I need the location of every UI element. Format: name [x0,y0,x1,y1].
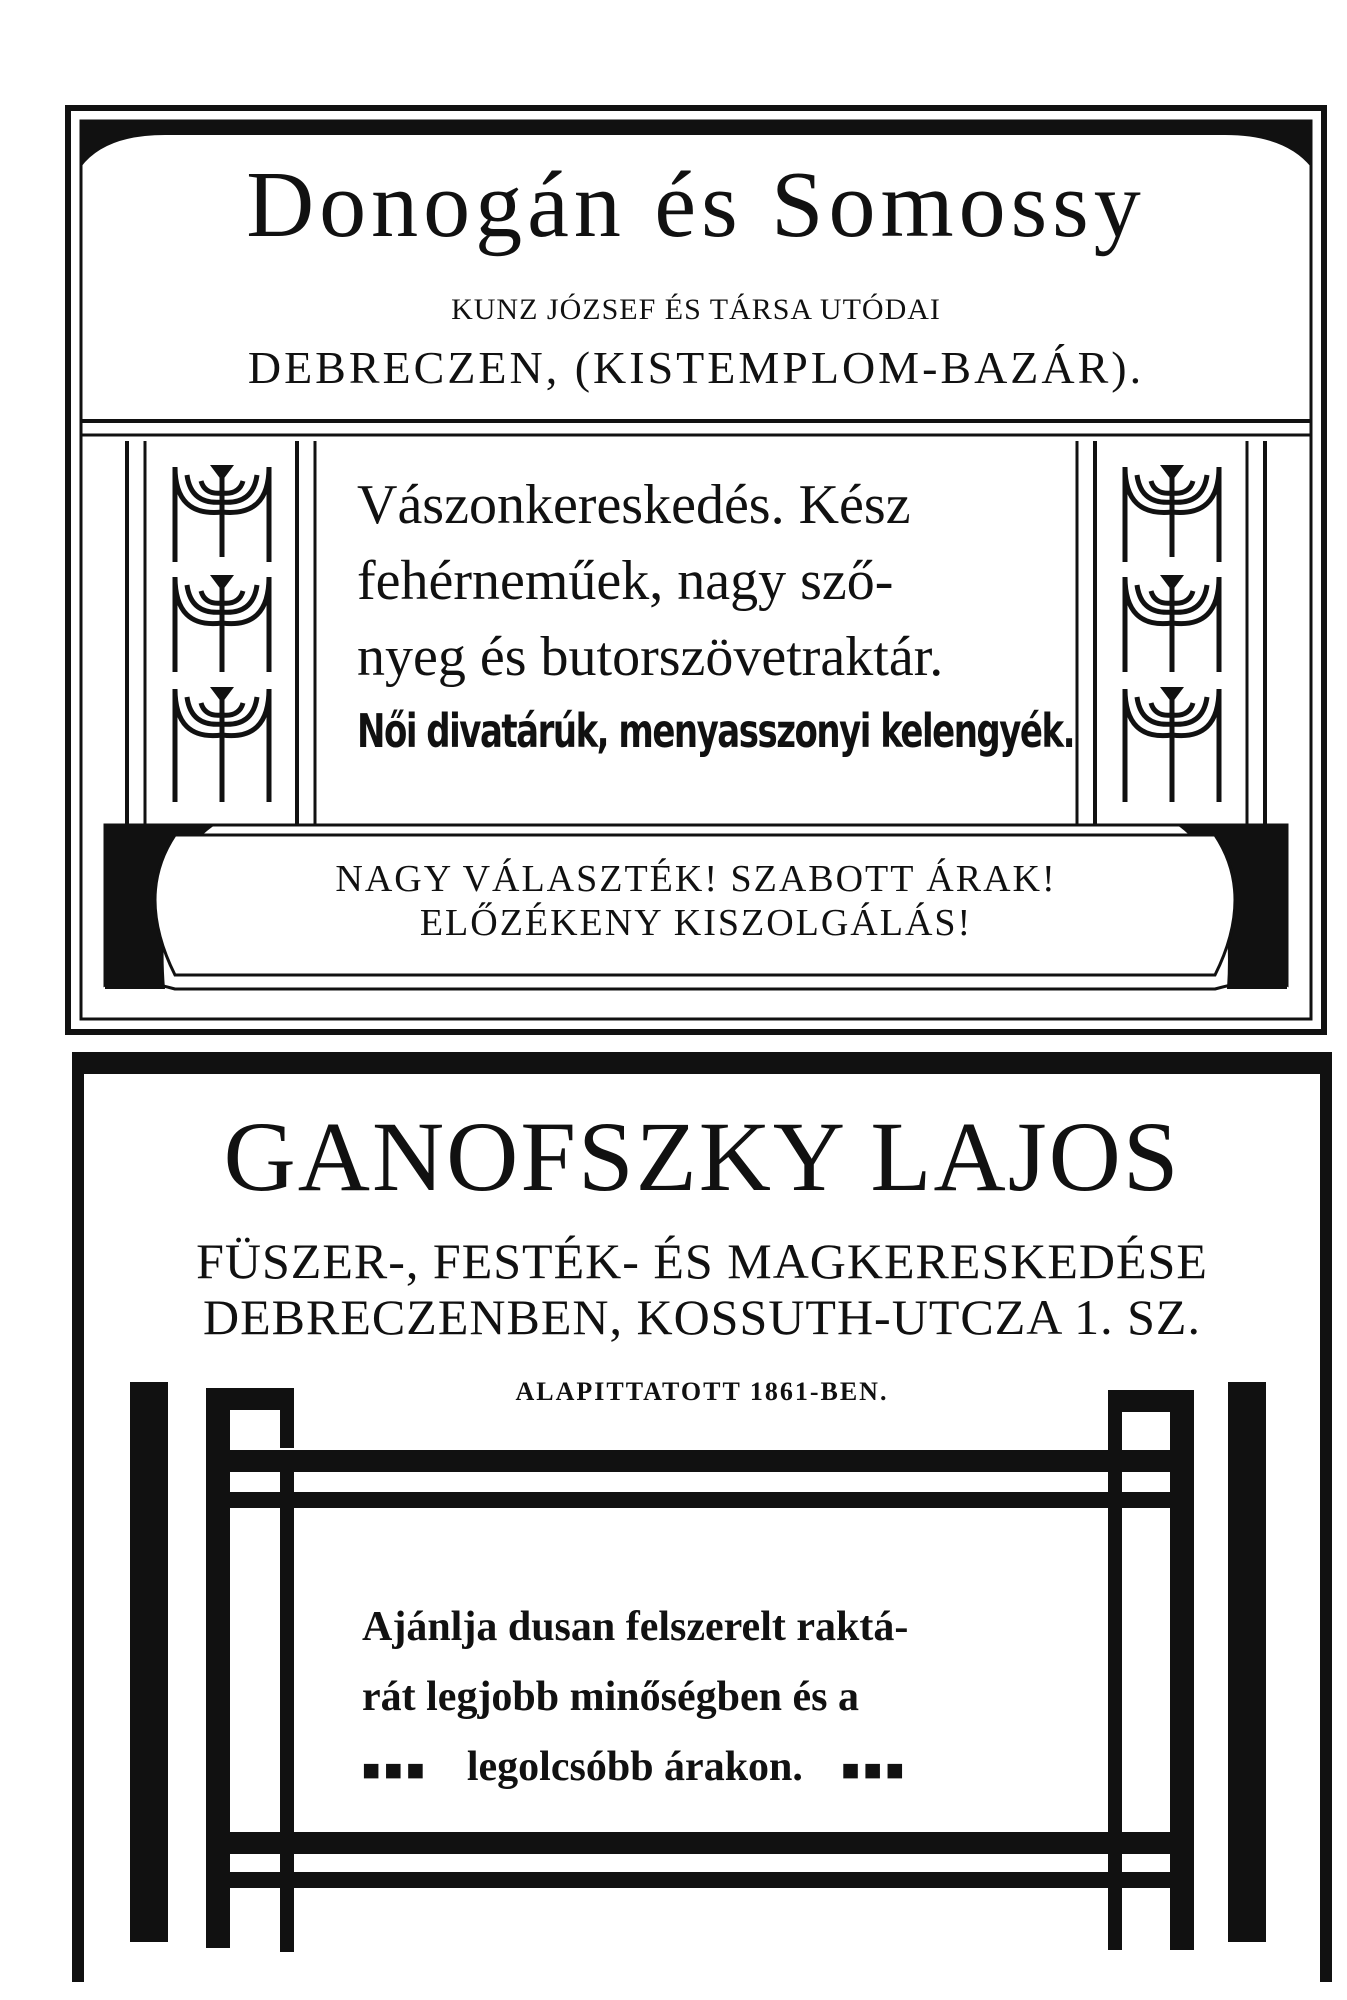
ad1-slogan [65,857,1327,945]
ad1-body-line: nyeg és butorszövetraktár. [357,626,944,688]
ad1-slogan-line: NAGY VÁLASZTÉK! SZABOTT ÁRAK! [335,858,1057,900]
ad1-successor: KUNZ JÓZSEF ÉS TÁRSA UTÓDAI [451,293,941,326]
donogan-somossy-advertisement [65,105,1327,1035]
ad2-body-line: Ajánlja dusan felszerelt raktá- [362,1604,909,1650]
ganofszky-lajos-advertisement [72,1052,1332,1982]
ad2-address-line: DEBRECZENBEN, KOSSUTH-UTCZA 1. SZ. [203,1289,1201,1345]
ad2-name: GANOFSZKY LAJOS [223,1101,1181,1212]
ad2-body-last-text: legolcsóbb árakon. [466,1744,803,1790]
ad2-trade-line: FÜSZER-, FESTÉK- ÉS MAGKERESKEDÉSE [196,1233,1208,1289]
ad2-body-line: rát legjobb minőségben és a [362,1674,859,1720]
ad1-body-text [357,467,1057,695]
ad1-slogan-line: ELŐZÉKENY KISZOLGÁLÁS! [419,902,973,944]
ad2-body-line-last [362,1732,1062,1806]
art-nouveau-tulip-ornament-icon [1115,457,1230,812]
ad2-body-text [362,1592,1062,1806]
square-marks-icon: ■■■ [841,1754,908,1787]
ad1-address: DEBRECZEN, (KISTEMPLOM-BAZÁR). [247,342,1145,393]
ad2-founded: ALAPITTATOTT 1861-BEN. [515,1377,889,1406]
ad1-company-name: Donogán és Somossy [246,153,1146,257]
ad1-body-line: Vászonkereskedés. Kész [357,474,911,536]
ad1-body-bold: Női divatárúk, menyasszonyi kelengyék. [357,705,1074,759]
art-nouveau-tulip-ornament-icon [165,457,280,812]
ad1-body-line: fehérneműek, nagy sző- [357,550,894,612]
square-marks-icon: ■■■ [362,1754,429,1787]
